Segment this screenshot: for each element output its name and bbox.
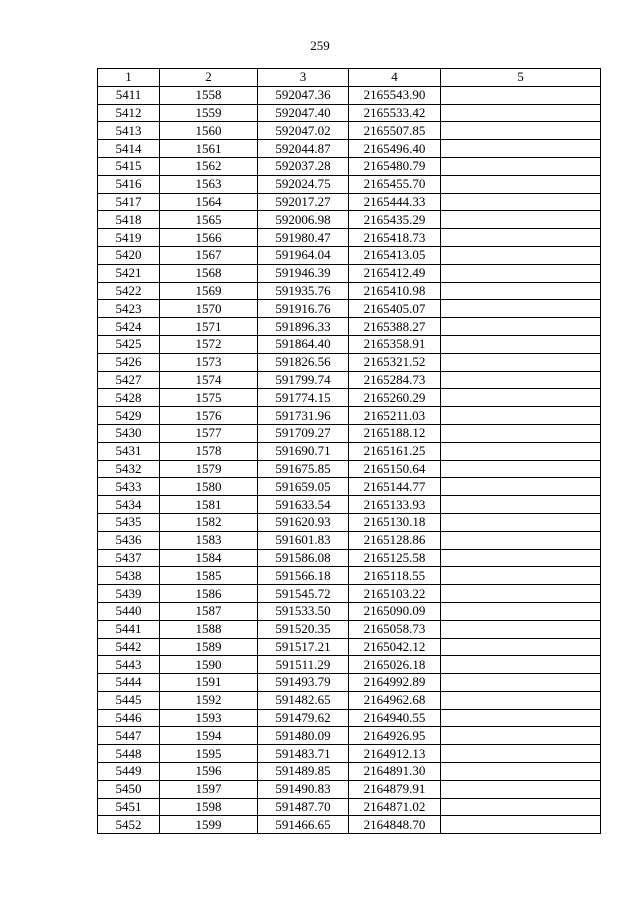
table-cell <box>441 104 601 122</box>
table-cell: 1561 <box>160 140 258 158</box>
table-cell: 2164992.89 <box>349 674 441 692</box>
table-cell: 5441 <box>98 620 160 638</box>
table-cell: 2165444.33 <box>349 193 441 211</box>
table-cell: 2165150.64 <box>349 460 441 478</box>
table-body <box>98 86 601 833</box>
table-cell: 591511.29 <box>258 656 349 674</box>
table-row <box>98 531 601 549</box>
table-row <box>98 567 601 585</box>
table-cell: 2165496.40 <box>349 140 441 158</box>
table-cell <box>441 229 601 247</box>
table-cell <box>441 549 601 567</box>
table-cell: 591586.08 <box>258 549 349 567</box>
table-cell: 1592 <box>160 691 258 709</box>
table-cell: 592047.36 <box>258 86 349 104</box>
table-row <box>98 300 601 318</box>
table-cell <box>441 780 601 798</box>
table-cell: 1573 <box>160 353 258 371</box>
table-cell: 5433 <box>98 478 160 496</box>
column-header: 1 <box>98 69 160 87</box>
column-header: 2 <box>160 69 258 87</box>
table-cell: 1562 <box>160 157 258 175</box>
table-cell: 5447 <box>98 727 160 745</box>
table-row <box>98 674 601 692</box>
table-row <box>98 157 601 175</box>
table-row <box>98 229 601 247</box>
table-row <box>98 745 601 763</box>
table-cell: 2164940.55 <box>349 709 441 727</box>
table-cell <box>441 246 601 264</box>
table-cell: 1571 <box>160 318 258 336</box>
table-row <box>98 513 601 531</box>
table-cell: 1589 <box>160 638 258 656</box>
table-cell: 5412 <box>98 104 160 122</box>
table-row <box>98 193 601 211</box>
table-cell <box>441 620 601 638</box>
table-cell: 5426 <box>98 353 160 371</box>
table-cell <box>441 335 601 353</box>
table-cell: 1596 <box>160 763 258 781</box>
column-header: 5 <box>441 69 601 87</box>
table-cell: 591946.39 <box>258 264 349 282</box>
table-cell: 2165418.73 <box>349 229 441 247</box>
table-cell: 1593 <box>160 709 258 727</box>
table-cell <box>441 211 601 229</box>
table-cell <box>441 371 601 389</box>
table-cell <box>441 478 601 496</box>
table-row <box>98 816 601 834</box>
table-cell <box>441 816 601 834</box>
table-cell: 5416 <box>98 175 160 193</box>
table-cell <box>441 175 601 193</box>
table-cell <box>441 282 601 300</box>
table-cell: 1567 <box>160 246 258 264</box>
table-cell: 1597 <box>160 780 258 798</box>
table-cell: 2165543.90 <box>349 86 441 104</box>
table-cell: 1574 <box>160 371 258 389</box>
table-cell <box>441 745 601 763</box>
table-cell: 2165130.18 <box>349 513 441 531</box>
page-number: 259 <box>310 38 330 53</box>
table-cell: 1577 <box>160 424 258 442</box>
table-cell: 2165405.07 <box>349 300 441 318</box>
table-row <box>98 335 601 353</box>
table-row <box>98 140 601 158</box>
table-cell: 2164926.95 <box>349 727 441 745</box>
table-cell: 1581 <box>160 496 258 514</box>
table-cell: 1560 <box>160 122 258 140</box>
table-cell: 2165321.52 <box>349 353 441 371</box>
table-cell <box>441 264 601 282</box>
table-cell: 1599 <box>160 816 258 834</box>
table-cell <box>441 763 601 781</box>
table-cell: 5422 <box>98 282 160 300</box>
table-cell: 2165260.29 <box>349 389 441 407</box>
table-cell: 1582 <box>160 513 258 531</box>
table-cell: 5448 <box>98 745 160 763</box>
table-cell <box>441 460 601 478</box>
table-cell: 1572 <box>160 335 258 353</box>
table-cell: 592047.40 <box>258 104 349 122</box>
table-cell: 1566 <box>160 229 258 247</box>
table-cell: 2164912.13 <box>349 745 441 763</box>
table-row <box>98 104 601 122</box>
header-row <box>98 69 601 87</box>
table-cell: 1580 <box>160 478 258 496</box>
table-cell: 1569 <box>160 282 258 300</box>
table-cell: 2165480.79 <box>349 157 441 175</box>
table-cell: 5442 <box>98 638 160 656</box>
table-row <box>98 122 601 140</box>
table-cell: 2165533.42 <box>349 104 441 122</box>
table-cell: 591620.93 <box>258 513 349 531</box>
table-cell: 5421 <box>98 264 160 282</box>
table-cell: 5439 <box>98 585 160 603</box>
table-cell: 591601.83 <box>258 531 349 549</box>
table-row <box>98 371 601 389</box>
table-cell: 2164891.30 <box>349 763 441 781</box>
table-cell: 2164871.02 <box>349 798 441 816</box>
table-row <box>98 442 601 460</box>
table-row <box>98 246 601 264</box>
table-cell: 5415 <box>98 157 160 175</box>
table-cell: 5438 <box>98 567 160 585</box>
table-cell: 2165090.09 <box>349 602 441 620</box>
table-cell: 5436 <box>98 531 160 549</box>
table-cell <box>441 656 601 674</box>
table-cell: 592037.28 <box>258 157 349 175</box>
table-cell: 591483.71 <box>258 745 349 763</box>
table-cell: 2165118.55 <box>349 567 441 585</box>
table-cell: 2165133.93 <box>349 496 441 514</box>
table-cell: 1598 <box>160 798 258 816</box>
table-cell <box>441 300 601 318</box>
table-cell: 2165455.70 <box>349 175 441 193</box>
table-row <box>98 620 601 638</box>
table-row <box>98 353 601 371</box>
table-cell: 591545.72 <box>258 585 349 603</box>
table-row <box>98 211 601 229</box>
table-cell: 2165188.12 <box>349 424 441 442</box>
table-cell: 5417 <box>98 193 160 211</box>
table-cell: 591490.83 <box>258 780 349 798</box>
table-row <box>98 602 601 620</box>
table-cell <box>441 122 601 140</box>
table-cell: 5418 <box>98 211 160 229</box>
table-cell: 1587 <box>160 602 258 620</box>
table-cell: 591896.33 <box>258 318 349 336</box>
table-cell: 5424 <box>98 318 160 336</box>
table-cell: 2165358.91 <box>349 335 441 353</box>
table-cell: 591520.35 <box>258 620 349 638</box>
table-row <box>98 585 601 603</box>
table-cell: 5427 <box>98 371 160 389</box>
table-cell: 2165058.73 <box>349 620 441 638</box>
table-cell: 1594 <box>160 727 258 745</box>
table-row <box>98 478 601 496</box>
table-cell: 5434 <box>98 496 160 514</box>
table-cell: 5449 <box>98 763 160 781</box>
table-cell: 591493.79 <box>258 674 349 692</box>
table-cell: 2165507.85 <box>349 122 441 140</box>
table-cell: 1578 <box>160 442 258 460</box>
table-cell <box>441 353 601 371</box>
table-cell: 5446 <box>98 709 160 727</box>
table-row <box>98 656 601 674</box>
table-cell <box>441 157 601 175</box>
table-cell: 5429 <box>98 407 160 425</box>
table-cell: 1564 <box>160 193 258 211</box>
table-cell: 1584 <box>160 549 258 567</box>
table-cell: 591864.40 <box>258 335 349 353</box>
table-cell <box>441 442 601 460</box>
table-row <box>98 407 601 425</box>
table-cell: 5432 <box>98 460 160 478</box>
table-cell: 1576 <box>160 407 258 425</box>
table-cell: 1565 <box>160 211 258 229</box>
table-cell: 2165413.05 <box>349 246 441 264</box>
table-cell: 5450 <box>98 780 160 798</box>
table-cell <box>441 798 601 816</box>
table-cell: 591633.54 <box>258 496 349 514</box>
table-cell: 5425 <box>98 335 160 353</box>
table-cell: 5430 <box>98 424 160 442</box>
table-cell: 2165103.22 <box>349 585 441 603</box>
table-cell: 591980.47 <box>258 229 349 247</box>
table-cell <box>441 674 601 692</box>
table-cell: 5443 <box>98 656 160 674</box>
table-cell: 2165161.25 <box>349 442 441 460</box>
table-cell: 2165412.49 <box>349 264 441 282</box>
table-cell <box>441 389 601 407</box>
table-cell: 5423 <box>98 300 160 318</box>
table-cell: 591935.76 <box>258 282 349 300</box>
table-cell: 591799.74 <box>258 371 349 389</box>
table-row <box>98 798 601 816</box>
table-cell: 5444 <box>98 674 160 692</box>
table-cell: 1559 <box>160 104 258 122</box>
table-row <box>98 86 601 104</box>
table-cell: 5414 <box>98 140 160 158</box>
table-cell: 591774.15 <box>258 389 349 407</box>
table-cell: 2165435.29 <box>349 211 441 229</box>
table-cell: 5420 <box>98 246 160 264</box>
table-cell: 2165042.12 <box>349 638 441 656</box>
table-cell: 592006.98 <box>258 211 349 229</box>
table-cell: 591826.56 <box>258 353 349 371</box>
table-row <box>98 727 601 745</box>
table-cell <box>441 86 601 104</box>
table-cell: 1568 <box>160 264 258 282</box>
table-row <box>98 763 601 781</box>
table-cell: 591480.09 <box>258 727 349 745</box>
table-row <box>98 549 601 567</box>
table-header <box>98 69 601 87</box>
table-cell: 5451 <box>98 798 160 816</box>
table-cell: 591690.71 <box>258 442 349 460</box>
table-cell: 2165026.18 <box>349 656 441 674</box>
table-cell: 5411 <box>98 86 160 104</box>
table-cell: 1558 <box>160 86 258 104</box>
coordinates-table <box>97 68 601 834</box>
table-cell <box>441 531 601 549</box>
table-cell: 591487.70 <box>258 798 349 816</box>
column-header: 4 <box>349 69 441 87</box>
table-cell <box>441 193 601 211</box>
table-row <box>98 282 601 300</box>
table-cell: 2165125.58 <box>349 549 441 567</box>
table-row <box>98 496 601 514</box>
table-row <box>98 780 601 798</box>
table-cell: 2165128.86 <box>349 531 441 549</box>
table-cell: 591489.85 <box>258 763 349 781</box>
table-cell: 591517.21 <box>258 638 349 656</box>
table-cell: 1585 <box>160 567 258 585</box>
table-cell <box>441 407 601 425</box>
table-cell: 591533.50 <box>258 602 349 620</box>
table-cell: 591482.65 <box>258 691 349 709</box>
table-cell: 1590 <box>160 656 258 674</box>
table-cell: 2165284.73 <box>349 371 441 389</box>
table-cell: 591566.18 <box>258 567 349 585</box>
table-cell <box>441 496 601 514</box>
table-cell: 592044.87 <box>258 140 349 158</box>
table-cell: 1570 <box>160 300 258 318</box>
table-cell: 1595 <box>160 745 258 763</box>
table-cell: 1586 <box>160 585 258 603</box>
table-cell: 1575 <box>160 389 258 407</box>
table-row <box>98 175 601 193</box>
table-cell: 591466.65 <box>258 816 349 834</box>
table-cell <box>441 691 601 709</box>
table-cell: 2165388.27 <box>349 318 441 336</box>
table-cell <box>441 638 601 656</box>
table-row <box>98 424 601 442</box>
table-row <box>98 318 601 336</box>
table-cell: 5419 <box>98 229 160 247</box>
table-cell: 1563 <box>160 175 258 193</box>
table-row <box>98 389 601 407</box>
table-cell <box>441 318 601 336</box>
table-cell: 5431 <box>98 442 160 460</box>
table-cell: 592017.27 <box>258 193 349 211</box>
table-cell <box>441 567 601 585</box>
table-cell: 591675.85 <box>258 460 349 478</box>
table-cell: 2165211.03 <box>349 407 441 425</box>
table-cell <box>441 602 601 620</box>
table-cell: 2164879.91 <box>349 780 441 798</box>
table-cell: 5445 <box>98 691 160 709</box>
table-row <box>98 264 601 282</box>
table-cell <box>441 424 601 442</box>
table-cell: 1579 <box>160 460 258 478</box>
table-cell: 5440 <box>98 602 160 620</box>
table-cell: 1588 <box>160 620 258 638</box>
table-cell: 2165144.77 <box>349 478 441 496</box>
table-cell: 5435 <box>98 513 160 531</box>
table-cell: 591709.27 <box>258 424 349 442</box>
table-cell <box>441 709 601 727</box>
table-cell: 591964.04 <box>258 246 349 264</box>
table-cell <box>441 585 601 603</box>
table-cell <box>441 140 601 158</box>
table-cell: 5437 <box>98 549 160 567</box>
table-cell <box>441 727 601 745</box>
table-cell: 591479.62 <box>258 709 349 727</box>
table-cell: 592024.75 <box>258 175 349 193</box>
column-header: 3 <box>258 69 349 87</box>
table-cell: 1583 <box>160 531 258 549</box>
table-row <box>98 460 601 478</box>
table-cell: 592047.02 <box>258 122 349 140</box>
table-cell: 2164848.70 <box>349 816 441 834</box>
table-cell: 591659.05 <box>258 478 349 496</box>
table-cell: 5452 <box>98 816 160 834</box>
table-row <box>98 691 601 709</box>
table-cell: 591731.96 <box>258 407 349 425</box>
table-cell: 5413 <box>98 122 160 140</box>
table-cell: 2164962.68 <box>349 691 441 709</box>
table-cell: 1591 <box>160 674 258 692</box>
table-row <box>98 638 601 656</box>
table-cell: 2165410.98 <box>349 282 441 300</box>
table-cell: 5428 <box>98 389 160 407</box>
table-cell <box>441 513 601 531</box>
table-row <box>98 709 601 727</box>
table-cell: 591916.76 <box>258 300 349 318</box>
